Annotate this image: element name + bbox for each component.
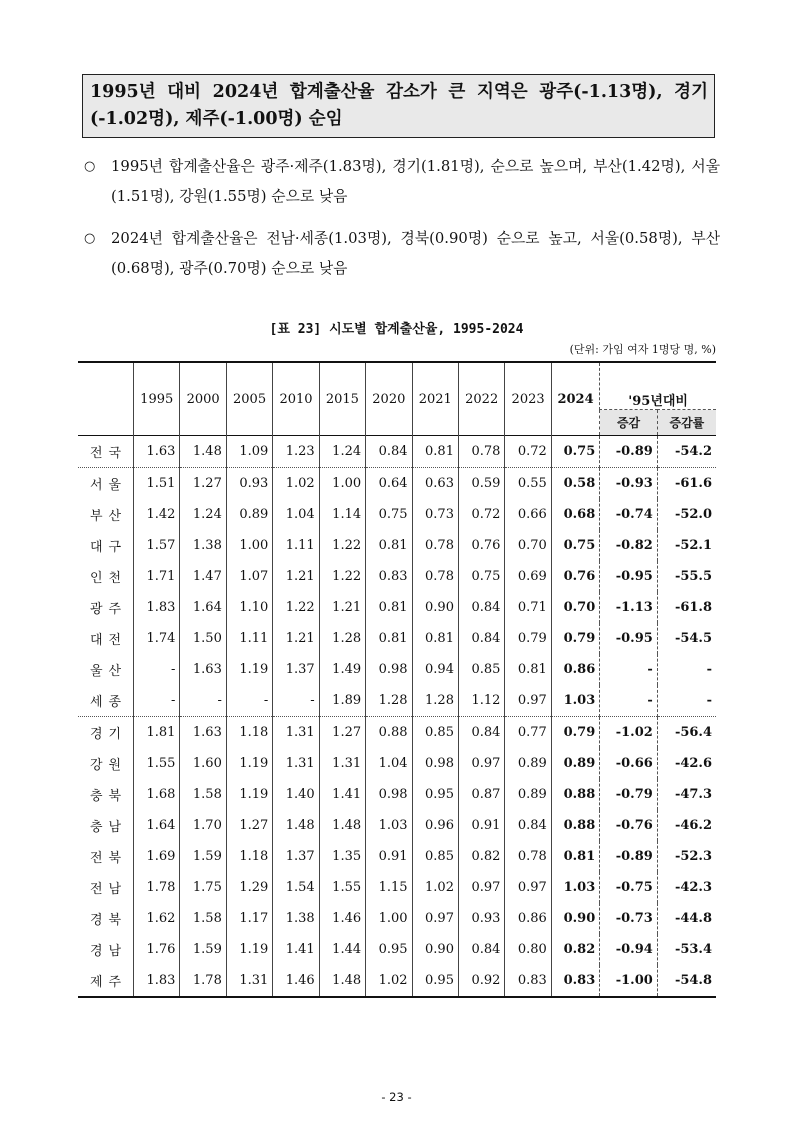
value-cell: 0.70	[505, 530, 551, 561]
region-cell: 전남	[78, 872, 134, 903]
region-cell: 대구	[78, 530, 134, 561]
value-cell: 1.27	[180, 468, 226, 500]
value-cell: 1.71	[134, 561, 180, 592]
value-cell: 1.76	[134, 934, 180, 965]
value-cell: 1.50	[180, 623, 226, 654]
year-header: 2020	[366, 362, 412, 436]
region-cell: 세종	[78, 685, 134, 717]
value-cell: 0.81	[412, 436, 458, 468]
value-cell: 0.80	[505, 934, 551, 965]
rate-cell: -42.6	[657, 748, 716, 779]
value-cell: 0.96	[412, 810, 458, 841]
value-cell: -	[273, 685, 319, 717]
table-row	[78, 748, 716, 779]
value-cell: 1.22	[319, 530, 365, 561]
value-2024-cell: 0.88	[563, 787, 596, 802]
headline-box	[82, 74, 715, 138]
value-cell: 0.69	[505, 561, 551, 592]
value-cell: 0.72	[505, 436, 551, 468]
change-cell: -0.95	[600, 561, 658, 592]
change-cell: -0.89	[600, 841, 658, 872]
value-cell: 0.85	[412, 717, 458, 749]
value-cell: 1.29	[226, 872, 272, 903]
rate-cell: -54.5	[657, 623, 716, 654]
value-cell: 1.46	[273, 965, 319, 997]
value-2024-cell: 0.79	[563, 631, 596, 646]
table-row	[78, 934, 716, 965]
year-header: 1995	[134, 362, 180, 436]
value-cell: 1.63	[180, 717, 226, 749]
value-cell: 0.91	[366, 841, 412, 872]
value-cell: 1.18	[226, 717, 272, 749]
value-cell: 1.21	[273, 623, 319, 654]
table-row	[78, 872, 716, 903]
value-cell: 0.90	[412, 934, 458, 965]
value-cell: 1.12	[458, 685, 504, 717]
value-cell: 1.11	[226, 623, 272, 654]
fertility-table	[78, 361, 716, 998]
value-cell: 1.22	[319, 561, 365, 592]
value-cell: 1.10	[226, 592, 272, 623]
table-row	[78, 965, 716, 997]
region-cell: 충남	[78, 810, 134, 841]
value-cell: 1.48	[319, 965, 365, 997]
value-cell: 0.84	[458, 592, 504, 623]
rate-cell: -46.2	[657, 810, 716, 841]
value-cell: 1.24	[319, 436, 365, 468]
value-cell: 1.28	[412, 685, 458, 717]
corner-cell	[78, 362, 134, 436]
page-number: - 23 -	[381, 1090, 412, 1104]
value-cell: 1.27	[319, 717, 365, 749]
region-cell: 전국	[78, 436, 134, 468]
change-cell: -0.73	[600, 903, 658, 934]
value-cell: 1.24	[180, 499, 226, 530]
region-cell: 광주	[78, 592, 134, 623]
value-cell: 0.81	[366, 530, 412, 561]
value-cell: 0.76	[458, 530, 504, 561]
table-row	[78, 623, 716, 654]
table-row	[78, 779, 716, 810]
value-cell: 1.55	[319, 872, 365, 903]
value-cell: 1.21	[319, 592, 365, 623]
value-cell: 1.40	[273, 779, 319, 810]
value-cell: 0.97	[505, 685, 551, 717]
year-header: 2015	[319, 362, 365, 436]
rate-cell: -44.8	[657, 903, 716, 934]
value-cell: 0.92	[458, 965, 504, 997]
value-cell: 1.18	[226, 841, 272, 872]
value-2024-cell: 0.76	[563, 569, 596, 584]
value-cell: 1.78	[134, 872, 180, 903]
change-cell: -0.79	[600, 779, 658, 810]
value-cell: 0.93	[226, 468, 272, 500]
region-cell: 경기	[78, 717, 134, 749]
region-cell: 강원	[78, 748, 134, 779]
value-cell: 0.78	[412, 530, 458, 561]
value-cell: 0.84	[458, 717, 504, 749]
year-header: 2000	[180, 362, 226, 436]
rate-cell: -47.3	[657, 779, 716, 810]
value-cell: 1.00	[226, 530, 272, 561]
region-cell: 울산	[78, 654, 134, 685]
value-cell: 0.77	[505, 717, 551, 749]
value-cell: 1.28	[366, 685, 412, 717]
value-cell: 0.87	[458, 779, 504, 810]
value-cell: 1.57	[134, 530, 180, 561]
table-unit: (단위: 가임 여자 1명당 명, %)	[569, 343, 716, 356]
change-cell: -0.94	[600, 934, 658, 965]
value-cell: 1.44	[319, 934, 365, 965]
value-cell: 0.86	[505, 903, 551, 934]
table-row	[78, 530, 716, 561]
rate-cell: -52.0	[657, 499, 716, 530]
value-cell: 1.83	[134, 965, 180, 997]
change-cell: -0.75	[600, 872, 658, 903]
value-2024-cell: 0.58	[563, 476, 596, 491]
region-cell: 전북	[78, 841, 134, 872]
year-header-2024: 2024	[557, 391, 594, 407]
rate-cell: -42.3	[657, 872, 716, 903]
bullet-text: 1995년 합계출산율은 광주·제주(1.83명), 경기(1.81명), 순으로 높으며, 부산(1.42명), 서울(1.51명), 강원(1.55명) 순으로 낮음	[111, 158, 720, 205]
value-2024-cell: 0.75	[551, 436, 599, 468]
value-cell: 0.84	[458, 623, 504, 654]
rate-cell: -	[657, 685, 716, 717]
value-cell: 0.72	[458, 499, 504, 530]
value-cell: 0.97	[458, 748, 504, 779]
value-cell: 0.59	[458, 468, 504, 500]
value-cell: 0.75	[366, 499, 412, 530]
value-cell: 1.59	[180, 934, 226, 965]
value-cell: 1.60	[180, 748, 226, 779]
value-cell: 1.00	[366, 903, 412, 934]
value-cell: 0.82	[458, 841, 504, 872]
table-row	[78, 436, 716, 468]
region-cell: 제주	[78, 965, 134, 997]
value-cell: 1.51	[134, 468, 180, 500]
value-cell: 1.48	[319, 810, 365, 841]
value-cell: 0.66	[505, 499, 551, 530]
value-cell: 1.02	[273, 468, 319, 500]
value-cell: 1.48	[273, 810, 319, 841]
value-cell: 1.54	[273, 872, 319, 903]
value-cell: 1.78	[180, 965, 226, 997]
headline: 1995년 대비 2024년 합계출산율 감소가 큰 지역은 광주(-1.13명), 경기(-1.02명), 제주(-1.00명) 순임	[90, 82, 708, 129]
region-cell: 부산	[78, 499, 134, 530]
bullet-marker: ○	[84, 159, 96, 174]
value-cell: 1.02	[412, 872, 458, 903]
value-cell: 1.07	[226, 561, 272, 592]
value-cell: 1.89	[319, 685, 365, 717]
value-cell: 1.64	[180, 592, 226, 623]
value-cell: 1.31	[273, 717, 319, 749]
value-cell: 1.49	[319, 654, 365, 685]
region-cell: 충북	[78, 779, 134, 810]
value-2024-cell: 0.83	[551, 965, 599, 997]
region-cell: 경북	[78, 903, 134, 934]
value-2024-cell: 0.89	[563, 756, 596, 771]
table-row	[78, 685, 716, 717]
change-header: 증감	[600, 410, 658, 436]
value-cell: -	[226, 685, 272, 717]
value-cell: 1.19	[226, 748, 272, 779]
value-2024-cell: 0.81	[563, 849, 596, 864]
value-2024-cell: 0.90	[563, 911, 596, 926]
value-cell: 0.97	[505, 872, 551, 903]
table-row	[78, 468, 716, 500]
value-cell: 0.95	[412, 965, 458, 997]
rate-cell: -52.1	[657, 530, 716, 561]
value-cell: 0.63	[412, 468, 458, 500]
value-cell: 1.42	[134, 499, 180, 530]
value-cell: 0.81	[412, 623, 458, 654]
value-cell: 1.37	[273, 841, 319, 872]
value-2024-cell: 0.68	[563, 507, 596, 522]
value-cell: 1.58	[180, 903, 226, 934]
change-cell: -1.02	[600, 717, 658, 749]
value-cell: 0.90	[412, 592, 458, 623]
value-cell: -	[134, 685, 180, 717]
value-cell: 0.89	[505, 748, 551, 779]
rate-cell: -61.8	[657, 592, 716, 623]
rate-header: 증감률	[657, 410, 716, 436]
value-cell: 0.85	[458, 654, 504, 685]
value-cell: 1.19	[226, 779, 272, 810]
value-cell: 0.84	[366, 436, 412, 468]
value-cell: 0.79	[505, 623, 551, 654]
value-cell: 0.78	[505, 841, 551, 872]
change-cell: -0.82	[600, 530, 658, 561]
value-cell: 0.98	[412, 748, 458, 779]
value-cell: 1.46	[319, 903, 365, 934]
table-row	[78, 841, 716, 872]
value-cell: 1.31	[319, 748, 365, 779]
value-cell: 0.55	[505, 468, 551, 500]
rate-cell: -54.8	[657, 965, 716, 997]
change-cell: -0.76	[600, 810, 658, 841]
value-cell: 1.55	[134, 748, 180, 779]
region-cell: 대전	[78, 623, 134, 654]
year-header: 2021	[412, 362, 458, 436]
value-cell: 1.09	[226, 436, 272, 468]
value-cell: 1.19	[226, 934, 272, 965]
region-cell: 서울	[78, 468, 134, 500]
table-row	[78, 810, 716, 841]
value-cell: 0.81	[366, 592, 412, 623]
value-2024-cell: 0.79	[563, 725, 596, 740]
value-cell: 1.22	[273, 592, 319, 623]
value-cell: 0.81	[505, 654, 551, 685]
value-cell: 0.83	[505, 965, 551, 997]
value-cell: 1.70	[180, 810, 226, 841]
value-cell: 0.78	[412, 561, 458, 592]
change-cell: -	[600, 654, 658, 685]
rate-cell: -54.2	[657, 436, 716, 468]
value-cell: 1.41	[319, 779, 365, 810]
change-cell: -0.95	[600, 623, 658, 654]
value-cell: 0.89	[505, 779, 551, 810]
value-cell: 0.71	[505, 592, 551, 623]
value-cell: 1.47	[180, 561, 226, 592]
change-cell: -0.66	[600, 748, 658, 779]
value-cell: -	[180, 685, 226, 717]
value-cell: 1.35	[319, 841, 365, 872]
change-cell: -0.89	[600, 436, 658, 468]
change-cell: -0.93	[600, 468, 658, 500]
value-cell: 1.27	[226, 810, 272, 841]
value-cell: 0.98	[366, 779, 412, 810]
value-cell: 1.38	[180, 530, 226, 561]
bullet-text: 2024년 합계출산율은 전남·세종(1.03명), 경북(0.90명) 순으로 높고, 서울(0.58명), 부산(0.68명), 광주(0.70명) 순으로 낮음	[111, 230, 720, 277]
value-cell: 1.37	[273, 654, 319, 685]
value-cell: 0.75	[458, 561, 504, 592]
rate-cell: -61.6	[657, 468, 716, 500]
value-cell: 1.14	[319, 499, 365, 530]
value-cell: 0.98	[366, 654, 412, 685]
value-cell: 1.31	[226, 965, 272, 997]
year-header: 2022	[458, 362, 504, 436]
value-cell: 1.64	[134, 810, 180, 841]
table-row	[78, 561, 716, 592]
bullet-item	[84, 224, 720, 284]
value-cell: 1.04	[273, 499, 319, 530]
table-row	[78, 717, 716, 749]
table-title: [표 23] 시도별 합계출산율, 1995-2024	[269, 322, 524, 337]
bullet-item	[84, 152, 720, 212]
value-cell: 1.02	[366, 965, 412, 997]
value-cell: 1.11	[273, 530, 319, 561]
value-cell: 1.21	[273, 561, 319, 592]
value-2024-cell: 0.75	[563, 538, 596, 553]
value-cell: 1.17	[226, 903, 272, 934]
value-cell: 0.84	[458, 934, 504, 965]
value-cell: 1.63	[134, 436, 180, 468]
vs-1995-header: '95년대비	[600, 362, 716, 410]
bullet-marker: ○	[84, 231, 96, 246]
value-cell: 1.04	[366, 748, 412, 779]
value-cell: 1.75	[180, 872, 226, 903]
value-cell: 1.28	[319, 623, 365, 654]
rate-cell: -53.4	[657, 934, 716, 965]
table-body	[78, 436, 716, 998]
region-cell: 경남	[78, 934, 134, 965]
value-cell: 0.97	[412, 903, 458, 934]
value-cell: 1.83	[134, 592, 180, 623]
table-row	[78, 903, 716, 934]
value-cell: 1.31	[273, 748, 319, 779]
value-cell: 0.95	[412, 779, 458, 810]
value-cell: 1.81	[134, 717, 180, 749]
value-2024-cell: 0.88	[563, 818, 596, 833]
rate-cell: -	[657, 654, 716, 685]
value-cell: 0.93	[458, 903, 504, 934]
value-cell: 1.62	[134, 903, 180, 934]
value-cell: 0.95	[366, 934, 412, 965]
year-header: 2005	[226, 362, 272, 436]
value-cell: 0.85	[412, 841, 458, 872]
change-cell: -1.00	[600, 965, 658, 997]
value-cell: 0.73	[412, 499, 458, 530]
value-2024-cell: 1.03	[551, 685, 599, 717]
value-cell: 0.81	[366, 623, 412, 654]
rate-cell: -56.4	[657, 717, 716, 749]
value-cell: 1.68	[134, 779, 180, 810]
value-cell: 1.74	[134, 623, 180, 654]
change-cell: -	[600, 685, 658, 717]
change-cell: -0.74	[600, 499, 658, 530]
value-cell: 0.64	[366, 468, 412, 500]
value-cell: 1.38	[273, 903, 319, 934]
value-cell: 1.00	[319, 468, 365, 500]
region-cell: 인천	[78, 561, 134, 592]
value-cell: 0.84	[505, 810, 551, 841]
value-cell: 1.63	[180, 654, 226, 685]
value-cell: 0.89	[226, 499, 272, 530]
value-cell: 0.88	[366, 717, 412, 749]
value-cell: 1.23	[273, 436, 319, 468]
value-cell: 1.19	[226, 654, 272, 685]
value-cell: 1.41	[273, 934, 319, 965]
value-cell: 1.59	[180, 841, 226, 872]
rate-cell: -52.3	[657, 841, 716, 872]
value-cell: 0.94	[412, 654, 458, 685]
value-2024-cell: 1.03	[563, 880, 596, 895]
year-header: 2023	[505, 362, 551, 436]
value-2024-cell: 0.86	[563, 662, 596, 677]
value-cell: 0.91	[458, 810, 504, 841]
year-header: 2010	[273, 362, 319, 436]
change-cell: -1.13	[600, 592, 658, 623]
value-cell: 1.69	[134, 841, 180, 872]
table-row	[78, 592, 716, 623]
value-cell: 1.48	[180, 436, 226, 468]
bullet-list	[84, 152, 720, 296]
rate-cell: -55.5	[657, 561, 716, 592]
value-2024-cell: 0.70	[563, 600, 596, 615]
value-cell: 0.83	[366, 561, 412, 592]
value-cell: 1.03	[366, 810, 412, 841]
value-cell: 0.97	[458, 872, 504, 903]
value-cell: 1.15	[366, 872, 412, 903]
table-row	[78, 499, 716, 530]
value-2024-cell: 0.82	[563, 942, 596, 957]
value-cell: 1.58	[180, 779, 226, 810]
value-cell: 0.78	[458, 436, 504, 468]
value-cell: -	[134, 654, 180, 685]
table-row	[78, 654, 716, 685]
